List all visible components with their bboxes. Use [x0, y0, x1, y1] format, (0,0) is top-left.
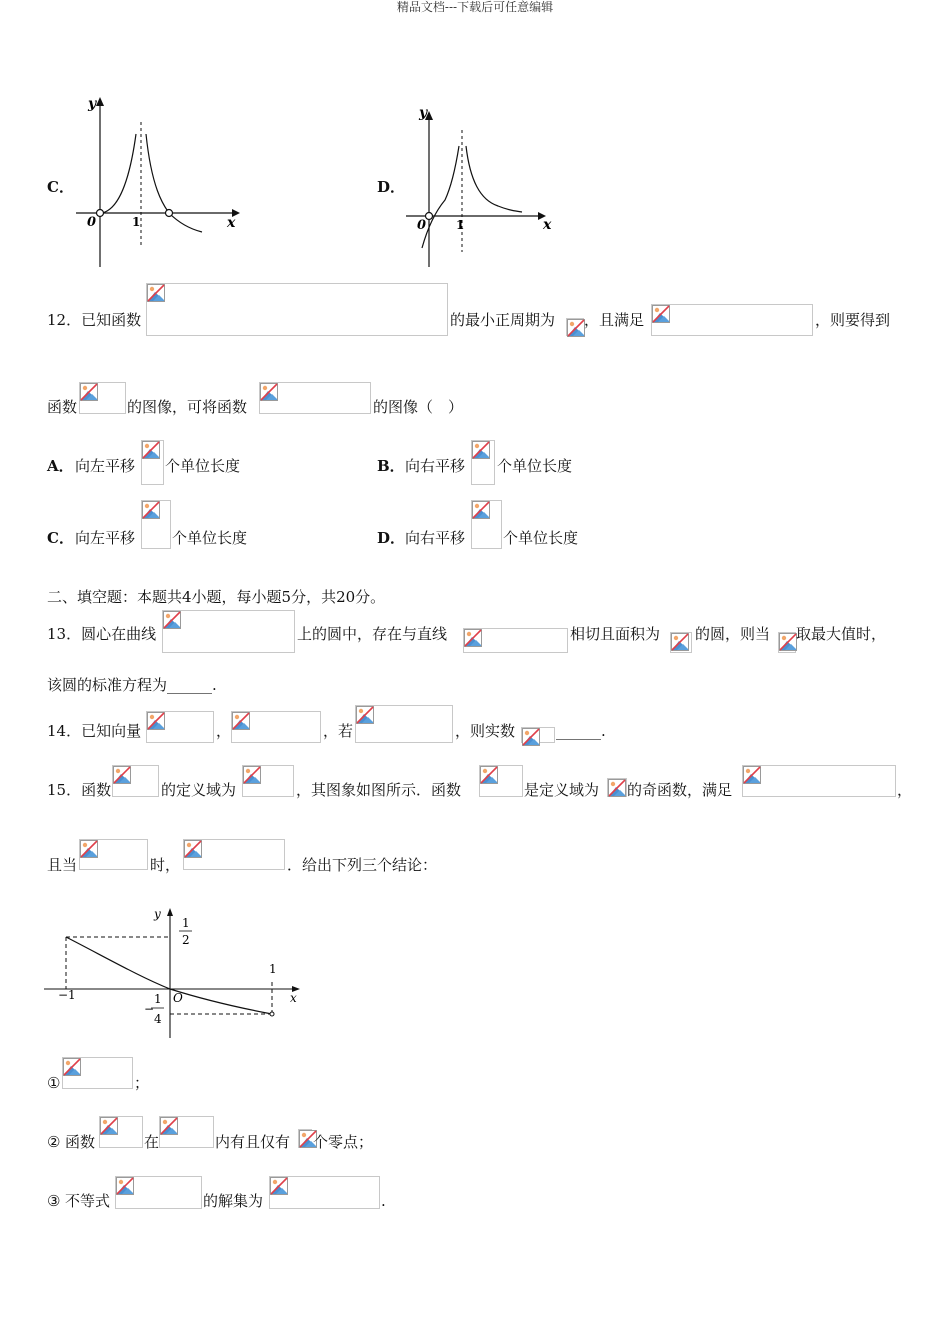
- formula-image: [355, 705, 453, 743]
- option-c-label-q12: C．: [47, 529, 74, 547]
- formula-image: [778, 632, 796, 653]
- formula-image: [298, 1129, 312, 1148]
- q15-axis-x: x: [290, 991, 297, 1005]
- q15-axis-y: y: [154, 907, 161, 921]
- option-c-text: 向左平移: [75, 529, 136, 547]
- q13-text-1: 13．圆心在曲线: [47, 625, 157, 643]
- broken-image-icon: [480, 766, 498, 784]
- broken-image-icon: [472, 441, 490, 459]
- broken-image-icon: [671, 633, 689, 651]
- formula-image: [99, 1116, 143, 1148]
- broken-image-icon: [160, 1117, 178, 1135]
- option-b-label: B．: [377, 457, 405, 475]
- broken-image-icon: [608, 779, 626, 797]
- broken-image-icon: [779, 633, 797, 651]
- broken-image-icon: [116, 1177, 134, 1195]
- broken-image-icon: [356, 706, 374, 724]
- q15-half-num: 1: [182, 916, 190, 930]
- q15-text-2: 的定义域为: [161, 781, 237, 799]
- broken-image-icon: [652, 305, 670, 323]
- broken-image-icon: [80, 383, 98, 401]
- formula-image: [269, 1176, 380, 1209]
- conclusion-1-mark: ①: [47, 1074, 61, 1092]
- broken-image-icon: [184, 840, 202, 858]
- option-b-unit: 个单位长度: [497, 457, 573, 475]
- option-d-label: D．: [377, 178, 406, 196]
- formula-image: [566, 318, 584, 336]
- conclusion-2-mark: ②: [47, 1133, 61, 1151]
- formula-image: [115, 1176, 202, 1209]
- q12-text-5: 函数: [47, 398, 78, 416]
- q15-quarter-den: 4: [154, 1012, 162, 1026]
- broken-image-icon: [63, 1058, 81, 1076]
- origin-label: 0: [87, 215, 97, 230]
- option-d-label-q12: D．: [377, 529, 406, 547]
- formula-image: [141, 500, 171, 549]
- q14-comma-2: ，若: [323, 722, 354, 740]
- q13-text-3: 相切且面积为: [570, 625, 661, 643]
- broken-image-icon: [147, 284, 165, 302]
- broken-image-icon: [522, 728, 540, 746]
- q15-half-den: 2: [182, 933, 190, 947]
- q12-text-7: 的图像（ ）: [373, 398, 464, 416]
- broken-image-icon: [80, 840, 98, 858]
- formula-image: [146, 711, 214, 743]
- q14-text-2: ，则实数: [455, 722, 516, 740]
- q15-quarter-minus: −: [144, 1002, 155, 1016]
- q13-text-4: 的圆，则当: [695, 625, 771, 643]
- formula-image: [79, 839, 148, 870]
- conclusion-2-b: 在: [144, 1133, 160, 1151]
- formula-image: [742, 765, 896, 797]
- q12-text-6: 的图像，可将函数: [127, 398, 248, 416]
- graph-option-c: [70, 92, 250, 272]
- option-c-label: C．: [47, 178, 74, 196]
- tick-one-label: 1: [456, 218, 465, 232]
- section-heading: 二、填空题：本题共4小题，每小题5分，共20分。: [47, 588, 386, 606]
- conclusion-3-mark: ③: [47, 1192, 61, 1210]
- origin-label: 0: [417, 218, 427, 233]
- formula-image: [159, 1116, 214, 1148]
- q15-origin: O: [173, 991, 183, 1005]
- q15-text-5: 的奇函数，满足: [627, 781, 733, 799]
- tick-one-label: 1: [132, 215, 141, 229]
- axis-x-label: x: [227, 215, 236, 231]
- axis-y-label: y: [419, 105, 428, 121]
- graph-option-d: [400, 100, 570, 272]
- broken-image-icon: [142, 441, 160, 459]
- q14-comma-1: ，: [216, 722, 232, 740]
- formula-image: [146, 283, 448, 336]
- q12-text-4: ，则要得到: [815, 311, 891, 329]
- broken-image-icon: [142, 501, 160, 519]
- broken-image-icon: [232, 712, 250, 730]
- q15-text-4: 是定义域为: [524, 781, 600, 799]
- broken-image-icon: [464, 629, 482, 647]
- conclusion-2-a: 函数: [65, 1133, 96, 1151]
- conclusion-2-d: 个零点；: [313, 1133, 374, 1151]
- broken-image-icon: [163, 611, 181, 629]
- broken-image-icon: [243, 766, 261, 784]
- formula-image: [242, 765, 294, 797]
- formula-image: [607, 778, 627, 797]
- conclusion-3-a: 不等式: [65, 1192, 111, 1210]
- option-b-text: 向右平移: [405, 457, 466, 475]
- q15-text-3: ，其图象如图所示．函数: [296, 781, 462, 799]
- option-d-unit: 个单位长度: [503, 529, 579, 547]
- conclusion-3-end: .: [381, 1192, 386, 1210]
- broken-image-icon: [100, 1117, 118, 1135]
- conclusion-3-b: 的解集为: [203, 1192, 264, 1210]
- graph-q15: [40, 902, 310, 1044]
- formula-image: [651, 304, 813, 336]
- broken-image-icon: [270, 1177, 288, 1195]
- q12-text-2: 的最小正周期为: [450, 311, 556, 329]
- formula-image: [670, 632, 692, 653]
- formula-image: [521, 727, 555, 743]
- axis-x-label: x: [543, 217, 552, 233]
- q12-text-3: ，且满足: [584, 311, 645, 329]
- formula-image: [162, 610, 295, 653]
- q15-comma: ，: [897, 781, 913, 799]
- formula-image: [463, 628, 568, 653]
- q15-quarter-num: 1: [154, 992, 162, 1006]
- formula-image: [141, 440, 164, 485]
- q15-one: 1: [269, 962, 277, 976]
- q13-text-5: 取最大值时，: [796, 625, 887, 643]
- q15-text-6: 且当: [47, 856, 78, 874]
- conclusion-2-c: 内有且仅有: [215, 1133, 291, 1151]
- formula-image: [471, 500, 502, 549]
- broken-image-icon: [743, 766, 761, 784]
- q15-neg-one: −1: [58, 988, 76, 1002]
- option-a-unit: 个单位长度: [165, 457, 241, 475]
- option-d-text: 向右平移: [405, 529, 466, 547]
- broken-image-icon: [113, 766, 131, 784]
- q15-text-8: ．给出下列三个结论：: [287, 856, 438, 874]
- q14-text-1: 14．已知向量: [47, 722, 142, 740]
- formula-image: [183, 839, 285, 870]
- formula-image: [79, 382, 126, 414]
- page-header: 精品文档---下载后可任意编辑: [396, 0, 554, 14]
- broken-image-icon: [472, 501, 490, 519]
- axis-y-label: y: [88, 96, 97, 112]
- option-c-unit: 个单位长度: [172, 529, 248, 547]
- formula-image: [259, 382, 371, 414]
- formula-image: [62, 1057, 133, 1089]
- q13-text-2: 上的圆中，存在与直线: [297, 625, 448, 643]
- conclusion-1-end: ；: [134, 1074, 150, 1092]
- formula-image: [479, 765, 523, 797]
- formula-image: [112, 765, 159, 797]
- option-a-label: A．: [47, 457, 74, 475]
- q14-blank: ______.: [556, 722, 606, 740]
- q15-text-1: 15．函数: [47, 781, 112, 799]
- q13-text-6: 该圆的标准方程为______.: [47, 676, 217, 694]
- option-a-text: 向左平移: [75, 457, 136, 475]
- formula-image: [231, 711, 321, 743]
- q15-text-7: 时，: [150, 856, 181, 874]
- formula-image: [471, 440, 495, 485]
- broken-image-icon: [260, 383, 278, 401]
- q12-text-1: 12．已知函数: [47, 311, 142, 329]
- broken-image-icon: [147, 712, 165, 730]
- broken-image-icon: [567, 319, 585, 337]
